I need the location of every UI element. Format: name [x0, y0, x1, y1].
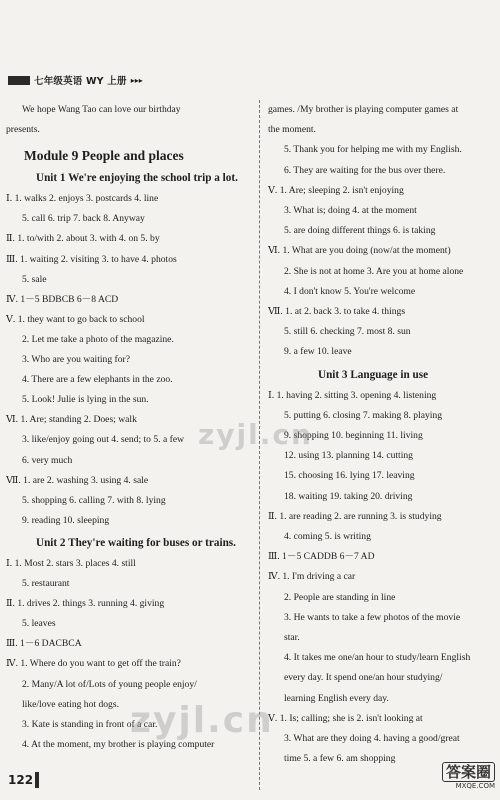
answer-line: 5. leaves — [22, 618, 56, 630]
answer-line: 4. At the moment, my brother is playing computer — [22, 738, 215, 750]
answer-line: 18. waiting 19. taking 20. driving — [284, 490, 413, 502]
answer-line: Ⅴ. 1. Are; sleeping 2. isn't enjoying — [268, 184, 404, 196]
answer-line: time 5. a few 6. am shopping — [284, 753, 396, 765]
answer-line: 5. Look! Julie is lying in the sun. — [22, 394, 149, 406]
watermark-2: zyjl.cn — [130, 700, 274, 741]
answer-line: Ⅱ. 1. are reading 2. are running 3. is studying — [268, 510, 442, 522]
unit-heading: Unit 3 Language in use — [318, 368, 429, 381]
header-bar-decoration — [8, 76, 30, 85]
page-header — [8, 72, 143, 88]
answer-line: Ⅰ. 1. having 2. sitting 3. opening 4. listening — [268, 389, 437, 401]
answer-line: 12. using 13. planning 14. cutting — [284, 450, 413, 462]
answer-line: Ⅵ. 1. Are; standing 2. Does; walk — [6, 414, 137, 426]
unit-heading: Unit 1 We're enjoying the school trip a lot. — [36, 172, 238, 185]
answer-line: Ⅶ. 1. are 2. washing 3. using 4. sale — [6, 474, 149, 486]
answer-line: 4. There are a few elephants in the zoo. — [22, 374, 173, 386]
answer-line: Ⅳ. 1. Where do you want to get off the train? — [6, 658, 181, 670]
answer-line: 3. What is; doing 4. at the moment — [284, 205, 417, 216]
unit-heading: Unit 2 They're waiting for buses or trains. — [36, 536, 236, 549]
page-number-text: 122 — [8, 773, 34, 787]
answer-line: Ⅳ. 1－5 BDBCB 6－8 ACD — [6, 293, 119, 305]
answer-line: Ⅵ. 1. What are you doing (now/at the moment) — [268, 245, 451, 257]
module-heading: Module 9 People and places — [24, 148, 184, 164]
answer-line: games. /My brother is playing computer games at — [268, 104, 459, 115]
answer-line: Ⅲ. 1－6 DACBCA — [6, 638, 82, 650]
book-title: 七年级英语 WY 上册 — [34, 76, 127, 87]
answer-line: 2. Many/A lot of/Lots of young people enjoy/ — [22, 678, 197, 690]
answer-line: every day. It spend one/an hour studying/ — [284, 672, 443, 684]
corner-logo — [420, 762, 495, 796]
answer-line: 5. call 6. trip 7. back 8. Anyway — [22, 213, 145, 225]
answer-line: 2. She is not at home 3. Are you at home alone — [284, 265, 464, 277]
answer-line: learning English every day. — [284, 692, 389, 704]
answer-line: 5. are doing different things 6. is taking — [284, 225, 436, 237]
answer-line: 5. shopping 6. calling 7. with 8. lying — [22, 494, 166, 506]
answer-line: 5. restaurant — [22, 578, 70, 589]
header-arrow-icons: ▸▸▸ — [130, 75, 143, 85]
answer-line: 3. like/enjoy going out 4. send; to 5. a few — [22, 434, 185, 446]
answer-line: star. — [284, 632, 300, 643]
answer-line: 5. putting 6. closing 7. making 8. playing — [284, 409, 443, 421]
answer-line: 15. choosing 16. lying 17. leaving — [284, 470, 415, 482]
logo-stamp: 答案圈 — [442, 762, 495, 782]
answer-line: 3. He wants to take a few photos of the movie — [284, 611, 461, 623]
answer-line: 4. I don't know 5. You're welcome — [284, 285, 416, 297]
answer-line: We hope Wang Tao can love our birthday — [22, 104, 181, 115]
answer-line: 2. Let me take a photo of the magazine. — [22, 333, 174, 345]
answer-line: like/love eating hot dogs. — [22, 698, 119, 710]
answer-line: 3. Who are you waiting for? — [22, 354, 130, 365]
answer-line: presents. — [6, 124, 40, 136]
answer-line: Ⅳ. 1. I'm driving a car — [268, 571, 356, 583]
logo-url: MXQE.COM — [455, 782, 495, 790]
answer-line: Ⅲ. 1－5 CADDB 6－7 AD — [268, 551, 375, 563]
answer-line: Ⅴ. 1. they want to go back to school — [6, 313, 145, 325]
answer-line: 9. shopping 10. beginning 11. living — [284, 430, 423, 441]
answer-line: Ⅲ. 1. waiting 2. visiting 3. to have 4. photos — [6, 253, 177, 265]
answer-line: Ⅱ. 1. to/with 2. about 3. with 4. on 5. by — [6, 233, 160, 245]
answer-line: 5. Thank you for helping me with my English. — [284, 144, 462, 156]
watermark-1: zyjl.cn — [198, 418, 313, 451]
answer-line: Ⅱ. 1. drives 2. things 3. running 4. giving — [6, 598, 165, 610]
answer-line: the moment. — [268, 124, 316, 136]
page-number — [8, 772, 39, 788]
answer-line: 5. sale — [22, 273, 47, 285]
answer-line: Ⅰ. 1. walks 2. enjoys 3. postcards 4. line — [6, 193, 159, 205]
page-number-bar — [35, 772, 39, 788]
answer-line: 6. very much — [22, 454, 73, 466]
answer-line: Ⅰ. 1. Most 2. stars 3. places 4. still — [6, 557, 136, 569]
answer-line: Ⅶ. 1. at 2. back 3. to take 4. things — [268, 306, 406, 317]
answer-line: 4. coming 5. is writing — [284, 531, 371, 542]
answer-line: 4. It takes me one/an hour to study/learn English — [284, 652, 471, 664]
answer-line: Ⅴ. 1. Is; calling; she is 2. isn't looking at — [268, 712, 423, 724]
answer-line: 9. a few 10. leave — [284, 346, 352, 358]
answer-line: 9. reading 10. sleeping — [22, 514, 110, 526]
answer-line: 3. What are they doing 4. having a good/great — [284, 733, 460, 744]
answer-line: 3. Kate is standing in front of a car. — [22, 718, 158, 730]
answer-line: 6. They are waiting for the bus over there. — [284, 164, 446, 176]
answer-line: 2. People are standing in line — [284, 591, 396, 603]
answer-line: 5. still 6. checking 7. most 8. sun — [284, 326, 411, 338]
